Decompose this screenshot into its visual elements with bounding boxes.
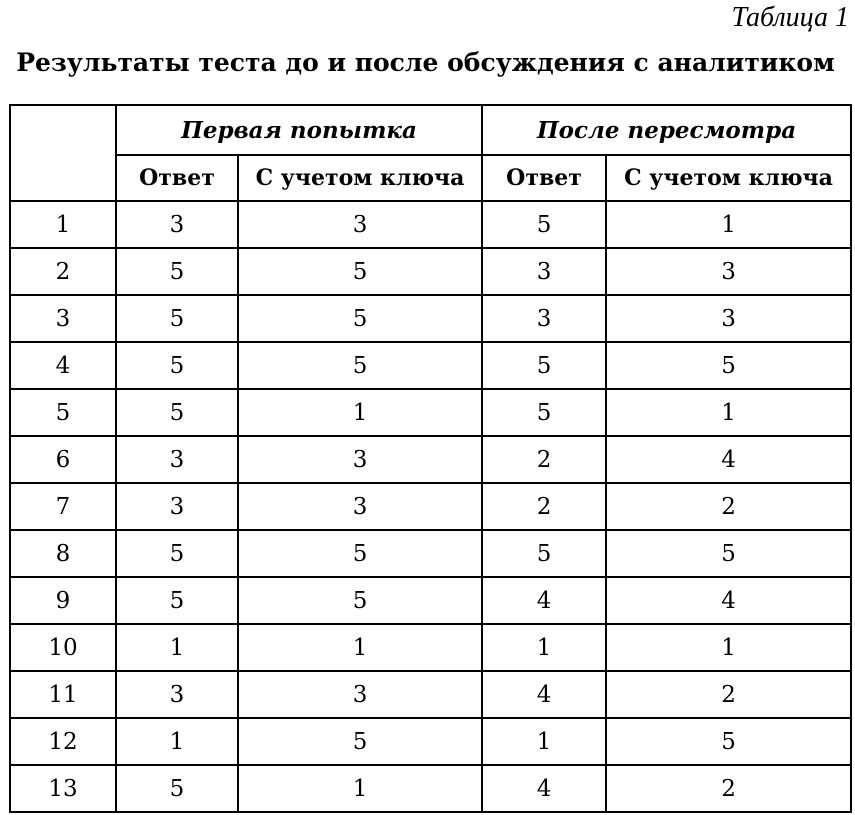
- table-row: [10, 201, 851, 248]
- first-answer-cell: 3: [116, 201, 238, 248]
- first-answer-cell: 5: [116, 577, 238, 624]
- first-with-key-cell: 5: [238, 577, 482, 624]
- table-row: [10, 389, 851, 436]
- second-answer-cell: 4: [482, 577, 606, 624]
- second-answer-cell: 2: [482, 483, 606, 530]
- table-row: [10, 718, 851, 765]
- table-body: [10, 201, 851, 812]
- first-with-key-cell: 3: [238, 671, 482, 718]
- table-row: [10, 295, 851, 342]
- first-answer-cell: 1: [116, 718, 238, 765]
- second-with-key-cell: 3: [606, 295, 851, 342]
- row-number-cell: 12: [10, 718, 116, 765]
- second-answer-cell: 2: [482, 436, 606, 483]
- first-answer-cell: 5: [116, 765, 238, 812]
- second-answer-cell: 4: [482, 765, 606, 812]
- header-sub-row: [10, 155, 851, 201]
- table-row: [10, 483, 851, 530]
- row-number-cell: 9: [10, 577, 116, 624]
- header-with-key-second: С учетом ключа: [606, 155, 851, 201]
- first-answer-cell: 5: [116, 530, 238, 577]
- first-answer-cell: 3: [116, 483, 238, 530]
- header-after-review: После пересмотра: [482, 105, 851, 155]
- second-with-key-cell: 2: [606, 765, 851, 812]
- table-row: [10, 671, 851, 718]
- second-answer-cell: 5: [482, 530, 606, 577]
- second-answer-cell: 5: [482, 389, 606, 436]
- second-with-key-cell: 1: [606, 201, 851, 248]
- row-number-cell: 2: [10, 248, 116, 295]
- first-answer-cell: 5: [116, 248, 238, 295]
- first-answer-cell: 3: [116, 436, 238, 483]
- first-with-key-cell: 5: [238, 718, 482, 765]
- second-answer-cell: 1: [482, 624, 606, 671]
- row-number-cell: 8: [10, 530, 116, 577]
- second-answer-cell: 1: [482, 718, 606, 765]
- table-row: [10, 342, 851, 389]
- table-label: Таблица 1: [731, 2, 849, 33]
- header-corner-cell: [10, 105, 116, 201]
- second-answer-cell: 5: [482, 201, 606, 248]
- row-number-cell: 3: [10, 295, 116, 342]
- first-with-key-cell: 3: [238, 483, 482, 530]
- second-with-key-cell: 1: [606, 389, 851, 436]
- second-answer-cell: 3: [482, 295, 606, 342]
- first-answer-cell: 5: [116, 389, 238, 436]
- header-with-key-first: С учетом ключа: [238, 155, 482, 201]
- table-title: Результаты теста до и после обсуждения с аналитиком: [16, 48, 835, 77]
- first-with-key-cell: 1: [238, 624, 482, 671]
- first-with-key-cell: 1: [238, 389, 482, 436]
- table-row: [10, 436, 851, 483]
- results-table: [9, 104, 852, 813]
- first-with-key-cell: 5: [238, 248, 482, 295]
- second-with-key-cell: 5: [606, 342, 851, 389]
- first-with-key-cell: 3: [238, 436, 482, 483]
- row-number-cell: 7: [10, 483, 116, 530]
- row-number-cell: 11: [10, 671, 116, 718]
- row-number-cell: 10: [10, 624, 116, 671]
- first-with-key-cell: 3: [238, 201, 482, 248]
- first-with-key-cell: 5: [238, 295, 482, 342]
- row-number-cell: 1: [10, 201, 116, 248]
- first-with-key-cell: 5: [238, 530, 482, 577]
- table-row: [10, 530, 851, 577]
- header-first-attempt: Первая попытка: [116, 105, 482, 155]
- first-answer-cell: 3: [116, 671, 238, 718]
- table-row: [10, 248, 851, 295]
- second-with-key-cell: 4: [606, 577, 851, 624]
- table-row: [10, 577, 851, 624]
- second-with-key-cell: 4: [606, 436, 851, 483]
- first-answer-cell: 1: [116, 624, 238, 671]
- second-answer-cell: 5: [482, 342, 606, 389]
- first-answer-cell: 5: [116, 295, 238, 342]
- first-answer-cell: 5: [116, 342, 238, 389]
- table-row: [10, 765, 851, 812]
- second-with-key-cell: 2: [606, 483, 851, 530]
- second-with-key-cell: 2: [606, 671, 851, 718]
- row-number-cell: 13: [10, 765, 116, 812]
- second-with-key-cell: 3: [606, 248, 851, 295]
- header-group-row: [10, 105, 851, 155]
- row-number-cell: 5: [10, 389, 116, 436]
- first-with-key-cell: 1: [238, 765, 482, 812]
- second-with-key-cell: 1: [606, 624, 851, 671]
- second-with-key-cell: 5: [606, 530, 851, 577]
- table-row: [10, 624, 851, 671]
- second-answer-cell: 3: [482, 248, 606, 295]
- second-answer-cell: 4: [482, 671, 606, 718]
- header-answer-second: Ответ: [482, 155, 606, 201]
- header-answer-first: Ответ: [116, 155, 238, 201]
- first-with-key-cell: 5: [238, 342, 482, 389]
- row-number-cell: 4: [10, 342, 116, 389]
- row-number-cell: 6: [10, 436, 116, 483]
- second-with-key-cell: 5: [606, 718, 851, 765]
